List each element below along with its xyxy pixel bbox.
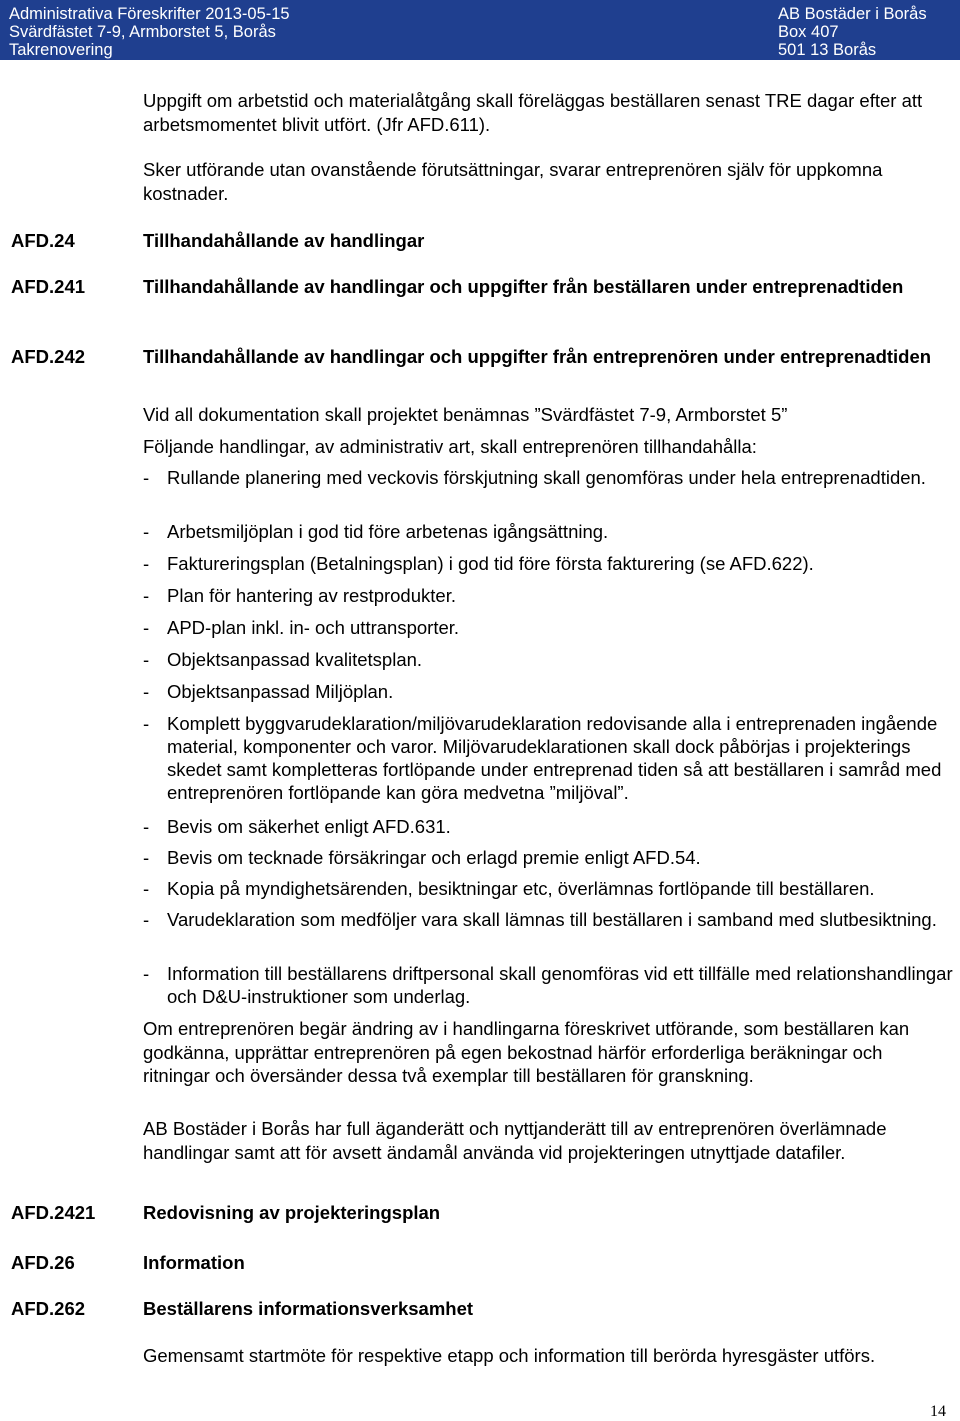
header-document-title: Administrativa Föreskrifter 2013-05-15 xyxy=(9,5,290,23)
list-dash: - xyxy=(143,909,150,930)
list-dash: - xyxy=(143,847,150,868)
list-item-text: Plan för hantering av restprodukter. xyxy=(167,585,456,606)
list-item-text: Rullande planering med veckovis förskjutning skall genomföras under hela entreprenadtiden. xyxy=(167,467,926,488)
header-box: Box 407 xyxy=(778,23,839,41)
afd242-paragraph-changes: Om entreprenören begär ändring av i handlingarna föreskrivet utförande, som beställaren kan godkänna, upprättar entreprenören på egen bekostnad härför erforderliga beräkningar och ritningar och översänder dessa två exemplar till beställaren för granskning. xyxy=(143,1018,910,1086)
list-item xyxy=(143,584,955,607)
list-dash: - xyxy=(143,521,150,542)
header-postal: 501 13 Borås xyxy=(778,41,877,59)
list-item xyxy=(143,648,955,671)
list-item-text: Objektsanpassad Miljöplan. xyxy=(167,681,394,702)
list-dash: - xyxy=(143,649,150,670)
list-item-text: APD-plan inkl. in- och uttransporter. xyxy=(167,617,460,638)
list-item xyxy=(143,616,955,639)
section-code-afd24: AFD.24 xyxy=(11,230,75,251)
list-item xyxy=(143,908,955,931)
section-title-afd24: Tillhandahållande av handlingar xyxy=(143,230,425,251)
section-title-afd242: Tillhandahållande av handlingar och uppgifter från entreprenören under entreprenadtiden xyxy=(143,346,932,367)
intro-paragraph-1: Uppgift om arbetstid och materialåtgång skall föreläggas beställaren senast TRE dagar efter att arbetsmomentet blivit utfört. (Jfr AFD.611). xyxy=(143,90,923,135)
section-code-afd26: AFD.26 xyxy=(11,1252,75,1273)
list-item-text: Komplett byggvarudeklaration/miljövarudeklaration redovisande alla i entreprenaden ingående material, komponenter och varor. Miljövarudeklarationen skall dock påbörjas i projekterings skedet samt kompletteras fortlöpande under entreprenad tiden så att beställaren i samråd med entreprenören fortlöpande kan göra medvetna ”miljöval”. xyxy=(167,713,942,803)
section-code-afd242: AFD.242 xyxy=(11,346,86,367)
section-code-afd262: AFD.262 xyxy=(11,1298,86,1319)
intro-paragraph-2: Sker utförande utan ovanstående förutsättningar, svarar entreprenören själv för uppkomna kostnader. xyxy=(143,159,883,204)
list-item-text: Varudeklaration som medföljer vara skall lämnas till beställaren i samband med slutbesiktning. xyxy=(167,909,937,930)
afd242-paragraph-naming: Vid all dokumentation skall projektet benämnas ”Svärdfästet 7-9, Armborstet 5” xyxy=(143,404,788,425)
section-title-afd26: Information xyxy=(143,1252,245,1273)
section-code-afd2421: AFD.2421 xyxy=(11,1202,96,1223)
list-item-text: Bevis om tecknade försäkringar och erlagd premie enligt AFD.54. xyxy=(167,847,701,868)
list-item-text: Arbetsmiljöplan i god tid före arbetenas igångsättning. xyxy=(167,521,609,542)
list-item xyxy=(143,846,955,869)
header-property: Svärdfästet 7-9, Armborstet 5, Borås xyxy=(9,23,276,41)
list-item xyxy=(143,877,955,900)
header-project: Takrenovering xyxy=(9,41,113,59)
list-item-text: Faktureringsplan (Betalningsplan) i god tid före första fakturering (se AFD.622). xyxy=(167,553,814,574)
section-title-afd2421: Redovisning av projekteringsplan xyxy=(143,1202,441,1223)
list-item xyxy=(143,815,955,838)
list-item xyxy=(143,962,955,1008)
section-title-afd262: Beställarens informationsverksamhet xyxy=(143,1298,474,1319)
list-item xyxy=(143,520,955,543)
list-dash: - xyxy=(143,713,150,734)
section-title-afd241: Tillhandahållande av handlingar och uppgifter från beställaren under entreprenadtiden xyxy=(143,276,904,297)
list-item-text: Objektsanpassad kvalitetsplan. xyxy=(167,649,423,670)
list-dash: - xyxy=(143,467,150,488)
afd242-paragraph-ownership: AB Bostäder i Borås har full äganderätt och nyttjanderätt till av entreprenören överlämnade handlingar samt att för avsett ändamål använda vid projekteringen utnyttjade datafiler. xyxy=(143,1118,887,1163)
header-company: AB Bostäder i Borås xyxy=(778,5,927,23)
list-item xyxy=(143,680,955,703)
list-dash: - xyxy=(143,816,150,837)
list-item-text: Bevis om säkerhet enligt AFD.631. xyxy=(167,816,451,837)
list-item xyxy=(143,466,955,489)
list-dash: - xyxy=(143,585,150,606)
list-dash: - xyxy=(143,617,150,638)
header-right xyxy=(778,5,927,59)
list-item-text: Information till beställarens driftpersonal skall genomföras vid ett tillfälle med relationshandlingar och D&U-instruktioner som underlag. xyxy=(167,963,953,1007)
list-item xyxy=(143,552,955,575)
list-dash: - xyxy=(143,878,150,899)
page-header xyxy=(0,0,960,60)
list-dash: - xyxy=(143,553,150,574)
afd242-paragraph-intro: Följande handlingar, av administrativ art, skall entreprenören tillhandahålla: xyxy=(143,436,757,457)
list-dash: - xyxy=(143,963,150,984)
header-left xyxy=(9,5,290,59)
list-item xyxy=(143,712,955,804)
page-number: 14 xyxy=(930,1403,946,1420)
section-code-afd241: AFD.241 xyxy=(11,276,86,297)
list-dash: - xyxy=(143,681,150,702)
list-item-text: Kopia på myndighetsärenden, besiktningar etc, överlämnas fortlöpande till beställaren. xyxy=(167,878,875,899)
afd262-paragraph: Gemensamt startmöte för respektive etapp och information till berörda hyresgäster utförs. xyxy=(143,1345,876,1366)
